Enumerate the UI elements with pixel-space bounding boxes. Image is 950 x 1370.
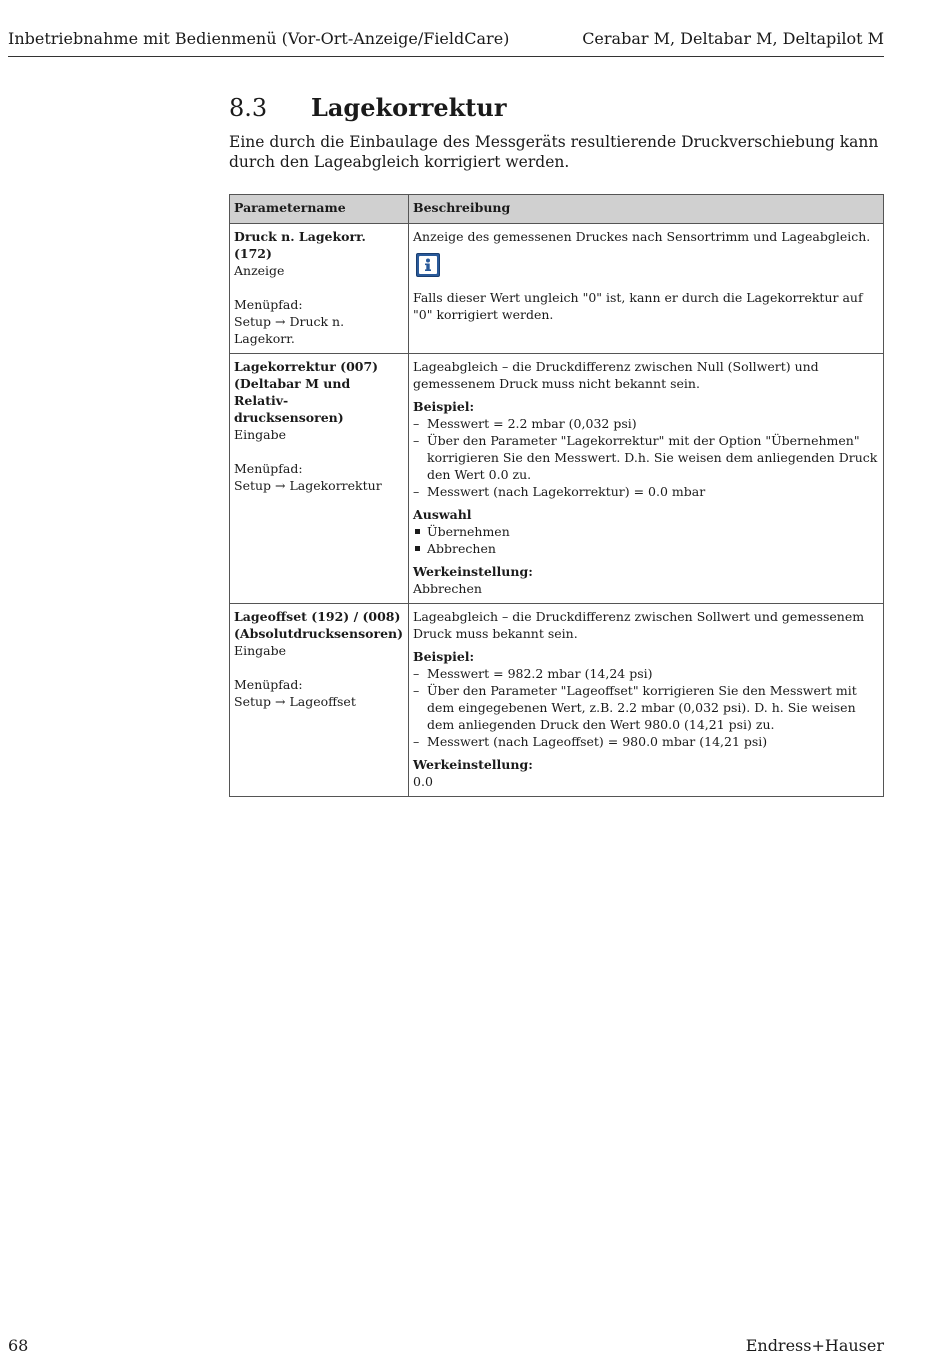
param-type: Eingabe — [234, 427, 287, 442]
parameter-table — [229, 194, 884, 797]
example-item: – Messwert = 2.2 mbar (0,032 psi) — [413, 415, 878, 432]
default-value: 0.0 — [413, 774, 433, 789]
choice-item: Übernehmen — [413, 523, 878, 540]
menu-path: Setup → Lagekorrektur — [234, 478, 382, 493]
default-label: Werkeinstellung: — [413, 757, 533, 772]
table-row — [230, 224, 884, 354]
choice-list — [413, 523, 878, 557]
info-note: Falls dieser Wert ungleich "0" ist, kann er durch die Lagekorrektur auf "0" korrigiert werden. — [413, 290, 863, 322]
menu-label: Menüpfad: — [234, 461, 303, 476]
table-row — [230, 604, 884, 797]
default-label: Werkeinstellung: — [413, 564, 533, 579]
choice-label: Auswahl — [413, 507, 472, 522]
param-name: Druck n. Lagekorr. (172) — [234, 229, 366, 261]
param-type: Eingabe — [234, 643, 287, 658]
section-intro: Eine durch die Einbaulage des Messgeräts resultierende Druckverschiebung kann durch den Lageabgleich korrigiert werden. — [229, 133, 879, 171]
example-label: Beispiel: — [413, 399, 475, 414]
param-description: Lageabgleich – die Druckdifferenz zwischen Null (Sollwert) und gemessenem Druck muss nicht bekannt sein. — [413, 359, 819, 391]
header-parametername: Parametername — [230, 195, 409, 224]
desc-cell — [409, 354, 884, 604]
example-list — [413, 665, 878, 750]
table-row — [230, 354, 884, 604]
param-description: Lageabgleich – die Druckdifferenz zwischen Sollwert und gemessenem Druck muss bekannt sein. — [413, 609, 865, 641]
param-cell — [230, 604, 409, 797]
example-item: – Messwert (nach Lagekorrektur) = 0.0 mbar — [413, 483, 878, 500]
section-number: 8.3 — [229, 94, 268, 122]
table-header-row — [230, 195, 884, 224]
example-item: – Über den Parameter "Lageoffset" korrigieren Sie den Messwert mit dem eingegebenen Wert, z.B. 2.2 mbar (0,032 psi). D. h. Sie weisen dem anliegenden Druck den Wert 980.0 (14,21 psi) zu. — [413, 682, 878, 733]
param-description: Anzeige des gemessenen Druckes nach Sensortrimm und Lageabgleich. — [413, 229, 871, 244]
choice-item: Abbrechen — [413, 540, 878, 557]
example-list — [413, 415, 878, 500]
menu-label: Menüpfad: — [234, 677, 303, 692]
header-chapter: Inbetriebnahme mit Bedienmenü (Vor-Ort-Anzeige/FieldCare) — [8, 29, 510, 48]
param-name — [234, 608, 403, 642]
desc-cell — [409, 224, 884, 354]
param-name — [234, 358, 403, 426]
menu-path: Setup → Druck n. Lagekorr. — [234, 314, 345, 346]
menu-label: Menüpfad: — [234, 297, 303, 312]
param-name-line: (Absolutdrucksensoren) — [234, 626, 404, 641]
section-8-3 — [229, 90, 884, 172]
example-label: Beispiel: — [413, 649, 475, 664]
example-item: – Über den Parameter "Lagekorrektur" mit der Option "Übernehmen" korrigieren Sie den Messwert. D.h. Sie weisen dem anliegenden Druck den Wert 0.0 zu. — [413, 432, 878, 483]
example-item: – Messwert = 982.2 mbar (14,24 psi) — [413, 665, 878, 682]
param-cell — [230, 224, 409, 354]
param-name-line: drucksensoren) — [234, 410, 344, 425]
page-number: 68 — [8, 1336, 29, 1355]
header-beschreibung: Beschreibung — [409, 195, 884, 224]
example-item: – Messwert (nach Lageoffset) = 980.0 mbar (14,21 psi) — [413, 733, 878, 750]
default-value: Abbrechen — [413, 581, 482, 596]
param-type: Anzeige — [234, 263, 285, 278]
param-cell — [230, 354, 409, 604]
param-name-line: (Deltabar M und Relativ- — [234, 376, 351, 408]
param-name-line: Lageoffset (192) / (008) — [234, 609, 401, 624]
menu-path: Setup → Lageoffset — [234, 694, 356, 709]
brand-name: Endress+Hauser — [745, 1336, 884, 1355]
header-product: Cerabar M, Deltabar M, Deltapilot M — [582, 29, 884, 48]
info-icon — [416, 253, 440, 277]
page-header — [8, 28, 884, 57]
desc-cell — [409, 604, 884, 797]
section-title-text: Lagekorrektur — [311, 93, 507, 122]
param-name-line: Lagekorrektur (007) — [234, 359, 379, 374]
section-title — [229, 90, 884, 126]
